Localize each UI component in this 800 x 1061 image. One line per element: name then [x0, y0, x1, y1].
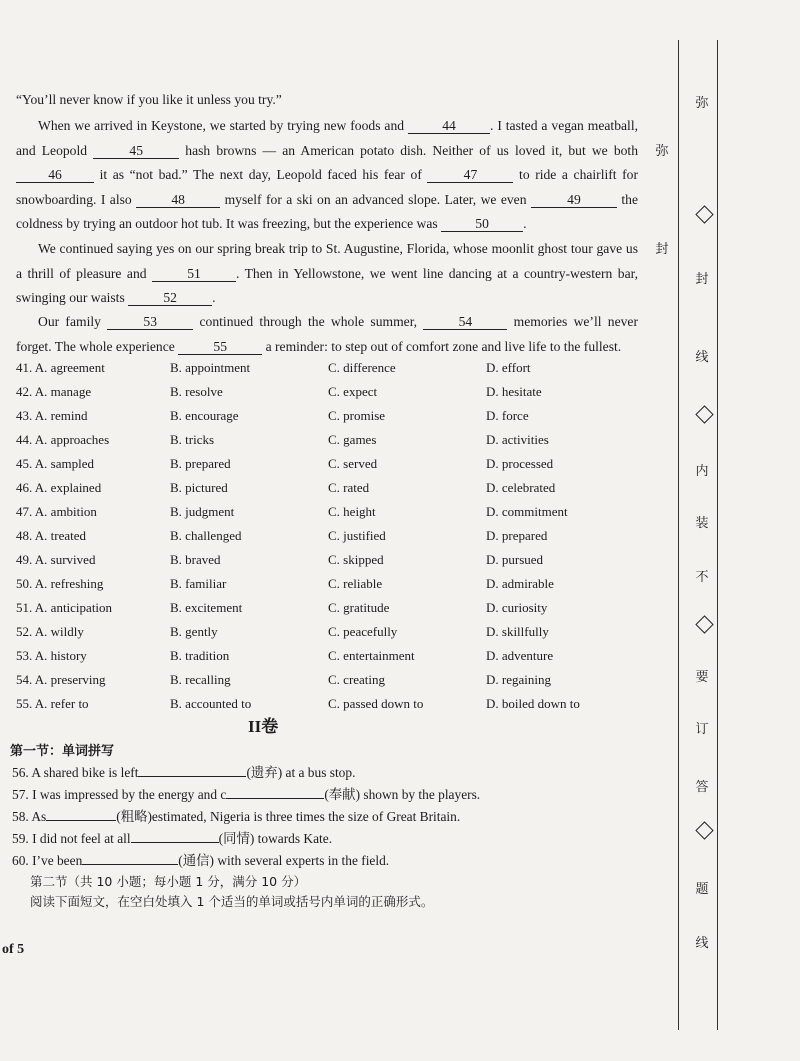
part2-instructions: 阅读下面短文，在空白处填入 1 个适当的单词或括号内单词的正确形式。: [30, 894, 434, 909]
option-a[interactable]: 46. A. explained: [16, 480, 102, 495]
option-b[interactable]: B. accounted to: [170, 696, 252, 711]
option-c[interactable]: C. peacefully: [328, 624, 398, 639]
option-row-53: [16, 648, 656, 670]
option-a[interactable]: 44. A. approaches: [16, 432, 110, 447]
blank-48[interactable]: 48: [136, 192, 220, 208]
margin-char: 线: [695, 936, 709, 951]
option-d[interactable]: D. skillfully: [486, 624, 549, 639]
blank-51[interactable]: 51: [152, 266, 236, 282]
part1-title: 第一节：单词拼写: [10, 744, 115, 759]
passage-paragraph-2: We continued saying yes on our spring break trip to St. Augustine, Florida, whose moonlit ghost tour gave us a thrill of pleasure and 51 . Then in Yellowstone, we went line dancing at a country-western bar, swinging our waists 52 .: [16, 241, 639, 305]
option-d[interactable]: D. prepared: [486, 528, 548, 543]
option-b[interactable]: B. pictured: [170, 480, 228, 495]
option-b[interactable]: B. braved: [170, 552, 221, 567]
option-a[interactable]: 42. A. manage: [16, 384, 92, 399]
option-b[interactable]: B. tradition: [170, 648, 230, 663]
option-a[interactable]: 50. A. refreshing: [16, 576, 104, 591]
option-a[interactable]: 55. A. refer to: [16, 696, 89, 711]
option-c[interactable]: C. served: [328, 456, 378, 471]
option-a[interactable]: 45. A. sampled: [16, 456, 94, 471]
option-d[interactable]: D. commitment: [486, 504, 568, 519]
option-row-50: [16, 576, 656, 598]
option-row-51: [16, 600, 656, 622]
option-row-44: [16, 432, 656, 454]
margin-char: 题: [695, 882, 709, 897]
margin-char: 弥: [695, 96, 709, 111]
blank-46[interactable]: 46: [16, 167, 94, 183]
question-56: 56. A shared bike is left (遗弃) at a bus stop.: [12, 765, 356, 780]
option-row-42: [16, 384, 656, 406]
option-c[interactable]: C. justified: [328, 528, 386, 543]
blank-45[interactable]: 45: [93, 143, 179, 159]
option-b[interactable]: B. judgment: [170, 504, 235, 519]
option-a[interactable]: 48. A. treated: [16, 528, 87, 543]
option-b[interactable]: B. encourage: [170, 408, 239, 423]
blank-49[interactable]: 49: [531, 192, 617, 208]
option-a[interactable]: 43. A. remind: [16, 408, 88, 423]
option-row-54: [16, 672, 656, 694]
option-b[interactable]: B. recalling: [170, 672, 231, 687]
option-d[interactable]: D. curiosity: [486, 600, 548, 615]
option-c[interactable]: C. expect: [328, 384, 378, 399]
passage-quote: “You’ll never know if you like it unless you try.”: [16, 92, 282, 107]
option-c[interactable]: C. height: [328, 504, 376, 519]
option-c[interactable]: C. passed down to: [328, 696, 424, 711]
page-number: of 5: [2, 942, 25, 957]
option-d[interactable]: D. adventure: [486, 648, 554, 663]
blank-50[interactable]: 50: [441, 216, 523, 232]
margin-char: 订: [695, 722, 709, 737]
option-d[interactable]: D. admirable: [486, 576, 554, 591]
option-d[interactable]: D. boiled down to: [486, 696, 580, 711]
option-row-52: [16, 624, 656, 646]
option-row-41: [16, 360, 656, 382]
option-c[interactable]: C. games: [328, 432, 377, 447]
option-row-49: [16, 552, 656, 574]
passage-paragraph-3: Our family 53 continued through the whole summer, 54 memories we’ll never forget. The whole experience 55 a reminder: to step out of comfort zone and live life to the fullest.: [16, 314, 638, 354]
option-c[interactable]: C. difference: [328, 360, 396, 375]
part2-title: 第二节（共 10 小题；每小题 1 分，满分 10 分）: [30, 874, 307, 889]
question-59: 59. I did not feel at all (同情) towards Kate.: [12, 831, 333, 846]
option-d[interactable]: D. regaining: [486, 672, 551, 687]
option-a[interactable]: 47. A. ambition: [16, 504, 97, 519]
margin-char: 封: [695, 272, 709, 287]
option-a[interactable]: 49. A. survived: [16, 552, 96, 567]
margin-char: 答: [695, 780, 709, 795]
option-row-45: [16, 456, 656, 478]
answer-field-59[interactable]: [131, 829, 219, 843]
margin-char-inner: 弥: [655, 144, 669, 159]
option-row-43: [16, 408, 656, 430]
margin-char: 线: [695, 350, 709, 365]
margin-char: 内: [695, 464, 709, 479]
option-d[interactable]: D. processed: [486, 456, 554, 471]
blank-55[interactable]: 55: [178, 339, 262, 355]
option-b[interactable]: B. excitement: [170, 600, 243, 615]
blank-53[interactable]: 53: [107, 314, 193, 330]
option-d[interactable]: D. celebrated: [486, 480, 556, 495]
option-b[interactable]: B. prepared: [170, 456, 231, 471]
option-d[interactable]: D. activities: [486, 432, 549, 447]
option-c[interactable]: C. rated: [328, 480, 370, 495]
option-b[interactable]: B. familiar: [170, 576, 227, 591]
passage-paragraph-1: When we arrived in Keystone, we started by trying new foods and 44 . I tasted a vegan meatball, and Leopold 45 hash browns — an American potato dish. Neither of us loved it, but we both 46 it as “not bad.” The next day, Leopold faced his fear of 47 to ride a chairlift for snowboarding. I also 48 myself for a ski on an advanced slope. Later, we even 49 the coldness by trying an outdoor hot tub. It was freezing, but the experience was 50 .: [16, 118, 639, 231]
blank-44[interactable]: 44: [408, 118, 490, 134]
answer-field-57[interactable]: [226, 785, 324, 799]
margin-char-inner: 封: [655, 242, 669, 257]
option-d[interactable]: D. force: [486, 408, 529, 423]
section-title: II卷: [248, 717, 279, 736]
option-c[interactable]: C. skipped: [328, 552, 384, 567]
option-row-55: [16, 696, 656, 718]
option-row-48: [16, 528, 656, 550]
option-b[interactable]: B. gently: [170, 624, 218, 639]
option-c[interactable]: C. entertainment: [328, 648, 415, 663]
option-c[interactable]: C. reliable: [328, 576, 383, 591]
option-row-47: [16, 504, 656, 526]
question-57: 57. I was impressed by the energy and c (奉献) shown by the players.: [12, 787, 481, 802]
option-d[interactable]: D. pursued: [486, 552, 544, 567]
option-b[interactable]: B. tricks: [170, 432, 215, 447]
option-c[interactable]: C. gratitude: [328, 600, 390, 615]
option-a[interactable]: 41. A. agreement: [16, 360, 105, 375]
option-c[interactable]: C. creating: [328, 672, 386, 687]
option-row-46: [16, 480, 656, 502]
margin-char: 要: [695, 670, 709, 685]
option-b[interactable]: B. challenged: [170, 528, 242, 543]
option-a[interactable]: 52. A. wildly: [16, 624, 84, 639]
margin-char: 装: [695, 516, 709, 531]
option-d[interactable]: D. effort: [486, 360, 531, 375]
blank-47[interactable]: 47: [427, 167, 513, 183]
option-a[interactable]: 53. A. history: [16, 648, 87, 663]
blank-54[interactable]: 54: [423, 314, 507, 330]
margin-char: 不: [695, 570, 709, 585]
question-58: 58. As (粗略)estimated, Nigeria is three times the size of Great Britain.: [12, 809, 461, 824]
answer-field-58[interactable]: [46, 807, 116, 821]
option-d[interactable]: D. hesitate: [486, 384, 542, 399]
option-b[interactable]: B. appointment: [170, 360, 251, 375]
answer-field-60[interactable]: [82, 851, 178, 865]
question-60: 60. I’ve been (通信) with several experts in the field.: [12, 853, 390, 868]
option-c[interactable]: C. promise: [328, 408, 386, 423]
blank-52[interactable]: 52: [128, 290, 212, 306]
option-a[interactable]: 51. A. anticipation: [16, 600, 113, 615]
option-b[interactable]: B. resolve: [170, 384, 223, 399]
answer-field-56[interactable]: [138, 763, 246, 777]
option-a[interactable]: 54. A. preserving: [16, 672, 106, 687]
